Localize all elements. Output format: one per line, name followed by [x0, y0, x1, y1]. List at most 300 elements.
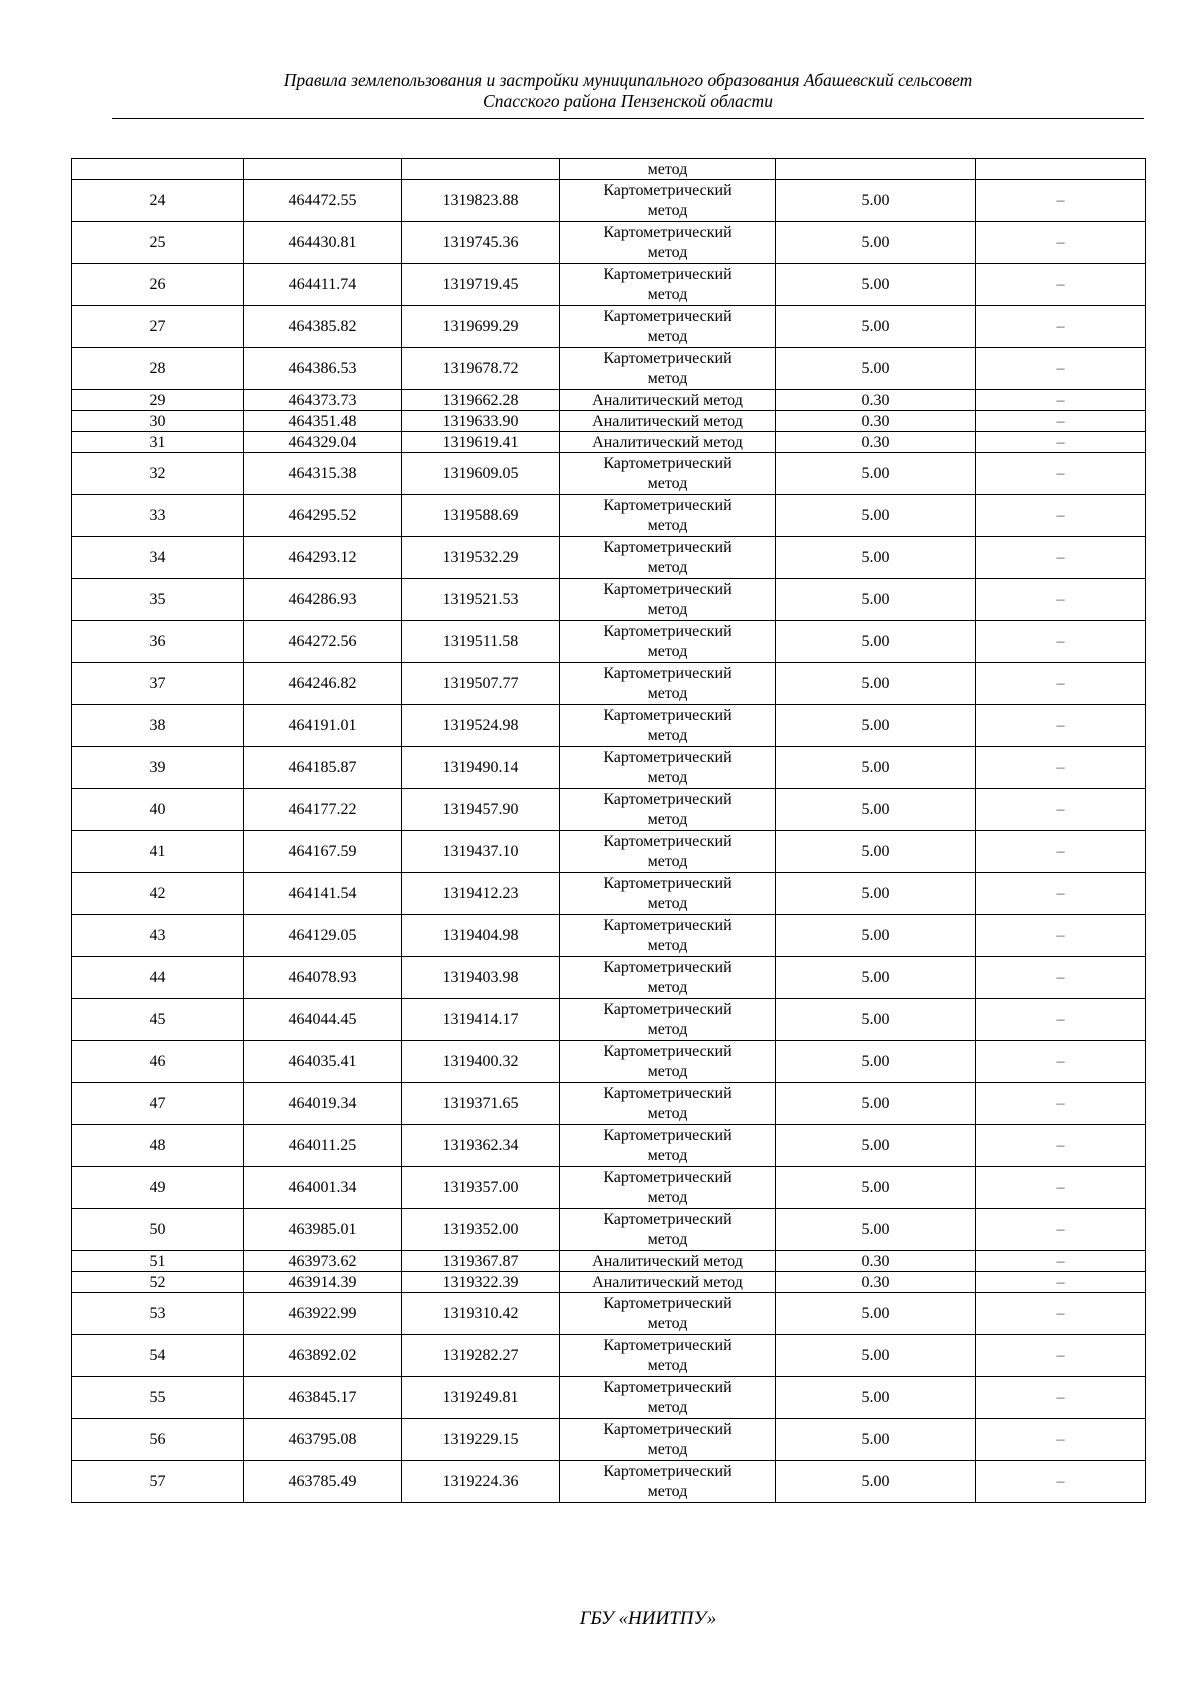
cell-note: –: [976, 306, 1146, 348]
cell-y: 1319371.65: [402, 1083, 560, 1125]
table-row: [72, 705, 1146, 747]
cell-point-number: 29: [72, 390, 244, 411]
cell-method: [560, 453, 776, 495]
cell-x: 463914.39: [244, 1272, 402, 1293]
method-line: метод: [647, 726, 688, 744]
method-line: метод: [647, 1062, 688, 1080]
cell-note: –: [976, 180, 1146, 222]
method-line: Картометрический: [603, 1336, 732, 1354]
cell-method: [560, 1419, 776, 1461]
table-row: [72, 306, 1146, 348]
cell-y: 1319367.87: [402, 1251, 560, 1272]
cell-method: [560, 915, 776, 957]
page-header: [112, 70, 1144, 112]
method-line: метод: [647, 474, 688, 492]
cell-y: 1319490.14: [402, 747, 560, 789]
cell-accuracy: 5.00: [776, 1377, 976, 1419]
method-line: метод: [647, 936, 688, 954]
table-row: [72, 432, 1146, 453]
cell-accuracy: 5.00: [776, 1419, 976, 1461]
cell-accuracy: 5.00: [776, 1461, 976, 1503]
cell-note: –: [976, 1167, 1146, 1209]
table-row: [72, 180, 1146, 222]
cell-y: 1319524.98: [402, 705, 560, 747]
cell-method: [560, 432, 776, 453]
cell-x: 464141.54: [244, 873, 402, 915]
cell-accuracy: 0.30: [776, 432, 976, 453]
cell-point-number: 38: [72, 705, 244, 747]
method-line: метод: [647, 810, 688, 828]
method-line: Картометрический: [603, 496, 732, 514]
method-line: метод: [647, 1440, 688, 1458]
cell-x: 464167.59: [244, 831, 402, 873]
cell-note: –: [976, 264, 1146, 306]
cell-x: 464044.45: [244, 999, 402, 1041]
cell-method: [560, 789, 776, 831]
method-line: Картометрический: [603, 1000, 732, 1018]
cell-accuracy: 5.00: [776, 1335, 976, 1377]
cell-note: –: [976, 705, 1146, 747]
cell-accuracy: 5.00: [776, 915, 976, 957]
table-row: [72, 537, 1146, 579]
cell-method: [560, 180, 776, 222]
header-title-line-1: Правила землепользования и застройки муниципального образования Абашевский сельсовет: [283, 70, 973, 90]
cell-accuracy: 5.00: [776, 495, 976, 537]
cell-accuracy: 0.30: [776, 1272, 976, 1293]
cell-y: 1319457.90: [402, 789, 560, 831]
cell-note: –: [976, 1041, 1146, 1083]
cell-x: [244, 159, 402, 180]
cell-note: –: [976, 1209, 1146, 1251]
cell-x: 464078.93: [244, 957, 402, 999]
table-row: [72, 264, 1146, 306]
cell-method: [560, 999, 776, 1041]
cell-point-number: 36: [72, 621, 244, 663]
method-line: метод: [647, 558, 688, 576]
table-row: [72, 411, 1146, 432]
cell-note: –: [976, 390, 1146, 411]
method-line: метод: [647, 516, 688, 534]
cell-point-number: 33: [72, 495, 244, 537]
cell-note: –: [976, 831, 1146, 873]
table-row: [72, 747, 1146, 789]
cell-y: 1319609.05: [402, 453, 560, 495]
cell-accuracy: 5.00: [776, 621, 976, 663]
table-row: [72, 663, 1146, 705]
cell-x: 464351.48: [244, 411, 402, 432]
table-row: [72, 1293, 1146, 1335]
cell-accuracy: 5.00: [776, 831, 976, 873]
cell-note: –: [976, 747, 1146, 789]
cell-y: 1319745.36: [402, 222, 560, 264]
table-row: [72, 1461, 1146, 1503]
cell-note: –: [976, 1251, 1146, 1272]
method-line: Аналитический метод: [592, 412, 743, 430]
cell-note: –: [976, 579, 1146, 621]
cell-note: –: [976, 915, 1146, 957]
header-divider: [112, 118, 1144, 119]
cell-accuracy: 5.00: [776, 306, 976, 348]
method-line: метод: [647, 1482, 688, 1500]
table-row: [72, 1041, 1146, 1083]
cell-point-number: 42: [72, 873, 244, 915]
cell-y: 1319403.98: [402, 957, 560, 999]
cell-note: –: [976, 621, 1146, 663]
cell-method: [560, 411, 776, 432]
cell-point-number: 54: [72, 1335, 244, 1377]
table-row: [72, 390, 1146, 411]
cell-note: –: [976, 222, 1146, 264]
cell-x: 463985.01: [244, 1209, 402, 1251]
cell-point-number: 48: [72, 1125, 244, 1167]
method-line: метод: [647, 201, 688, 219]
method-line: метод: [647, 243, 688, 261]
cell-method: [560, 1293, 776, 1335]
cell-y: 1319532.29: [402, 537, 560, 579]
cell-point-number: 34: [72, 537, 244, 579]
cell-method: [560, 831, 776, 873]
method-line: Картометрический: [603, 181, 732, 199]
cell-y: 1319249.81: [402, 1377, 560, 1419]
cell-y: 1319362.34: [402, 1125, 560, 1167]
cell-y: 1319282.27: [402, 1335, 560, 1377]
cell-method: [560, 621, 776, 663]
cell-method: [560, 1461, 776, 1503]
method-line: метод: [647, 1230, 688, 1248]
cell-accuracy: 0.30: [776, 390, 976, 411]
cell-y: 1319511.58: [402, 621, 560, 663]
cell-accuracy: 5.00: [776, 789, 976, 831]
cell-method: [560, 222, 776, 264]
cell-y: 1319633.90: [402, 411, 560, 432]
method-line: Картометрический: [603, 454, 732, 472]
page-footer: ГБУ «НИИТПУ»: [579, 1608, 717, 1629]
cell-y: 1319619.41: [402, 432, 560, 453]
cell-x: 463892.02: [244, 1335, 402, 1377]
cell-y: 1319719.45: [402, 264, 560, 306]
cell-x: 464315.38: [244, 453, 402, 495]
cell-y: 1319322.39: [402, 1272, 560, 1293]
method-line: Картометрический: [603, 622, 732, 640]
method-line: метод: [647, 1020, 688, 1038]
method-line: метод: [647, 327, 688, 345]
cell-point-number: 49: [72, 1167, 244, 1209]
cell-point-number: 52: [72, 1272, 244, 1293]
table-row: [72, 222, 1146, 264]
header-title-line-2: Спасского района Пензенской области: [483, 91, 773, 111]
cell-y: 1319678.72: [402, 348, 560, 390]
method-line: Аналитический метод: [592, 1252, 743, 1270]
cell-method: [560, 1041, 776, 1083]
cell-note: –: [976, 999, 1146, 1041]
cell-note: –: [976, 1125, 1146, 1167]
method-line: метод: [647, 894, 688, 912]
coordinates-table-body: [72, 159, 1146, 1503]
cell-accuracy: 0.30: [776, 411, 976, 432]
cell-y: 1319412.23: [402, 873, 560, 915]
cell-point-number: 27: [72, 306, 244, 348]
cell-note: –: [976, 1419, 1146, 1461]
cell-accuracy: 5.00: [776, 705, 976, 747]
cell-x: 464386.53: [244, 348, 402, 390]
cell-x: 464272.56: [244, 621, 402, 663]
cell-method: [560, 495, 776, 537]
method-line: Картометрический: [603, 1378, 732, 1396]
method-line: Картометрический: [603, 664, 732, 682]
method-line: Картометрический: [603, 223, 732, 241]
table-row: [72, 873, 1146, 915]
cell-accuracy: 5.00: [776, 873, 976, 915]
cell-y: 1319521.53: [402, 579, 560, 621]
cell-method: [560, 264, 776, 306]
table-row: [72, 348, 1146, 390]
cell-x: 464191.01: [244, 705, 402, 747]
method-line: метод: [647, 1146, 688, 1164]
cell-x: 463795.08: [244, 1419, 402, 1461]
method-line: метод: [647, 369, 688, 387]
cell-point-number: 50: [72, 1209, 244, 1251]
cell-y: 1319310.42: [402, 1293, 560, 1335]
method-line: Картометрический: [603, 1084, 732, 1102]
cell-y: 1319437.10: [402, 831, 560, 873]
cell-point-number: 57: [72, 1461, 244, 1503]
cell-accuracy: 5.00: [776, 1209, 976, 1251]
cell-point-number: 41: [72, 831, 244, 873]
cell-y: [402, 159, 560, 180]
cell-point-number: 45: [72, 999, 244, 1041]
cell-point-number: 28: [72, 348, 244, 390]
cell-point-number: 53: [72, 1293, 244, 1335]
method-line: метод: [647, 768, 688, 786]
cell-point-number: 31: [72, 432, 244, 453]
table-row: [72, 495, 1146, 537]
table-row-continued: [72, 159, 1146, 180]
cell-point-number: 55: [72, 1377, 244, 1419]
cell-note: –: [976, 1335, 1146, 1377]
cell-y: 1319662.28: [402, 390, 560, 411]
method-line: метод: [647, 600, 688, 618]
cell-x: 464295.52: [244, 495, 402, 537]
method-line: Картометрический: [603, 916, 732, 934]
method-line: Картометрический: [603, 1168, 732, 1186]
cell-point-number: [72, 159, 244, 180]
cell-y: 1319414.17: [402, 999, 560, 1041]
cell-point-number: 32: [72, 453, 244, 495]
cell-method: [560, 537, 776, 579]
cell-method: [560, 1209, 776, 1251]
method-line: Картометрический: [603, 958, 732, 976]
cell-x: 464293.12: [244, 537, 402, 579]
cell-x: 464329.04: [244, 432, 402, 453]
cell-note: –: [976, 453, 1146, 495]
cell-point-number: 24: [72, 180, 244, 222]
cell-x: 464411.74: [244, 264, 402, 306]
method-line: Картометрический: [603, 265, 732, 283]
cell-accuracy: [776, 159, 976, 180]
cell-method: метод: [560, 159, 776, 180]
cell-accuracy: 5.00: [776, 222, 976, 264]
cell-method: [560, 1272, 776, 1293]
method-line: Аналитический метод: [592, 1273, 743, 1291]
table-row: [72, 1377, 1146, 1419]
table-row: [72, 453, 1146, 495]
cell-note: –: [976, 873, 1146, 915]
table-row: [72, 915, 1146, 957]
cell-accuracy: 5.00: [776, 747, 976, 789]
cell-point-number: 39: [72, 747, 244, 789]
method-line: Картометрический: [603, 1294, 732, 1312]
method-line: Картометрический: [603, 1210, 732, 1228]
cell-note: –: [976, 1461, 1146, 1503]
cell-method: [560, 1251, 776, 1272]
cell-method: [560, 348, 776, 390]
cell-y: 1319507.77: [402, 663, 560, 705]
cell-x: 464472.55: [244, 180, 402, 222]
cell-y: 1319588.69: [402, 495, 560, 537]
method-line: метод: [647, 642, 688, 660]
cell-x: 463845.17: [244, 1377, 402, 1419]
cell-point-number: 26: [72, 264, 244, 306]
cell-point-number: 43: [72, 915, 244, 957]
method-line: Картометрический: [603, 580, 732, 598]
cell-note: –: [976, 789, 1146, 831]
cell-note: –: [976, 1293, 1146, 1335]
table-row: [72, 579, 1146, 621]
cell-accuracy: 5.00: [776, 999, 976, 1041]
cell-y: 1319229.15: [402, 1419, 560, 1461]
cell-accuracy: 5.00: [776, 1041, 976, 1083]
cell-note: –: [976, 663, 1146, 705]
cell-accuracy: 0.30: [776, 1251, 976, 1272]
cell-x: 464011.25: [244, 1125, 402, 1167]
method-line: Картометрический: [603, 706, 732, 724]
cell-method: [560, 873, 776, 915]
cell-method: [560, 579, 776, 621]
method-line: Картометрический: [603, 1042, 732, 1060]
cell-accuracy: 5.00: [776, 180, 976, 222]
method-line: метод: [647, 285, 688, 303]
cell-note: –: [976, 1272, 1146, 1293]
cell-method: [560, 663, 776, 705]
method-line: Картометрический: [603, 790, 732, 808]
cell-method: [560, 390, 776, 411]
cell-point-number: 51: [72, 1251, 244, 1272]
table-row: [72, 1335, 1146, 1377]
cell-x: 464246.82: [244, 663, 402, 705]
method-line: Картометрический: [603, 307, 732, 325]
cell-note: –: [976, 537, 1146, 579]
cell-x: 464035.41: [244, 1041, 402, 1083]
cell-note: –: [976, 411, 1146, 432]
cell-note: –: [976, 1083, 1146, 1125]
cell-y: 1319404.98: [402, 915, 560, 957]
table-row: [72, 1272, 1146, 1293]
method-line: метод: [647, 1188, 688, 1206]
cell-x: 464001.34: [244, 1167, 402, 1209]
coordinates-table: [71, 158, 1146, 1503]
cell-accuracy: 5.00: [776, 579, 976, 621]
cell-accuracy: 5.00: [776, 1167, 976, 1209]
table-row: [72, 789, 1146, 831]
cell-note: –: [976, 957, 1146, 999]
cell-x: 464177.22: [244, 789, 402, 831]
method-line: Картометрический: [603, 538, 732, 556]
cell-y: 1319400.32: [402, 1041, 560, 1083]
cell-point-number: 37: [72, 663, 244, 705]
method-line: Картометрический: [603, 874, 732, 892]
cell-note: [976, 159, 1146, 180]
table-row: [72, 999, 1146, 1041]
cell-method: [560, 705, 776, 747]
cell-point-number: 35: [72, 579, 244, 621]
cell-accuracy: 5.00: [776, 264, 976, 306]
table-row: [72, 1083, 1146, 1125]
cell-method: [560, 1125, 776, 1167]
method-line: метод: [647, 978, 688, 996]
cell-x: 464373.73: [244, 390, 402, 411]
cell-x: 464286.93: [244, 579, 402, 621]
cell-y: 1319352.00: [402, 1209, 560, 1251]
table-row: [72, 621, 1146, 663]
cell-note: –: [976, 432, 1146, 453]
method-line: Картометрический: [603, 748, 732, 766]
method-line: Картометрический: [603, 1420, 732, 1438]
cell-y: 1319699.29: [402, 306, 560, 348]
cell-accuracy: 5.00: [776, 957, 976, 999]
cell-method: [560, 306, 776, 348]
method-line: Картометрический: [603, 832, 732, 850]
method-line: метод: [647, 1104, 688, 1122]
cell-method: [560, 1167, 776, 1209]
table-row: [72, 1167, 1146, 1209]
cell-x: 463922.99: [244, 1293, 402, 1335]
cell-y: 1319357.00: [402, 1167, 560, 1209]
cell-method: [560, 957, 776, 999]
method-line: метод: [647, 1314, 688, 1332]
cell-accuracy: 5.00: [776, 663, 976, 705]
method-line: Картометрический: [603, 1126, 732, 1144]
table-row: [72, 957, 1146, 999]
method-line: Аналитический метод: [592, 391, 743, 409]
cell-x: 463785.49: [244, 1461, 402, 1503]
cell-accuracy: 5.00: [776, 1293, 976, 1335]
cell-point-number: 47: [72, 1083, 244, 1125]
cell-x: 464185.87: [244, 747, 402, 789]
cell-point-number: 40: [72, 789, 244, 831]
method-line: Аналитический метод: [592, 433, 743, 451]
cell-method: [560, 1377, 776, 1419]
cell-point-number: 44: [72, 957, 244, 999]
cell-x: 464129.05: [244, 915, 402, 957]
table-row: [72, 1125, 1146, 1167]
table-row: [72, 1419, 1146, 1461]
cell-x: 464430.81: [244, 222, 402, 264]
method-line: метод: [647, 684, 688, 702]
cell-x: 464019.34: [244, 1083, 402, 1125]
cell-point-number: 30: [72, 411, 244, 432]
cell-note: –: [976, 495, 1146, 537]
cell-x: 464385.82: [244, 306, 402, 348]
cell-accuracy: 5.00: [776, 453, 976, 495]
cell-point-number: 56: [72, 1419, 244, 1461]
cell-x: 463973.62: [244, 1251, 402, 1272]
cell-point-number: 25: [72, 222, 244, 264]
cell-note: –: [976, 1377, 1146, 1419]
table-row: [72, 1251, 1146, 1272]
method-line: метод: [647, 1398, 688, 1416]
cell-accuracy: 5.00: [776, 1083, 976, 1125]
cell-accuracy: 5.00: [776, 537, 976, 579]
